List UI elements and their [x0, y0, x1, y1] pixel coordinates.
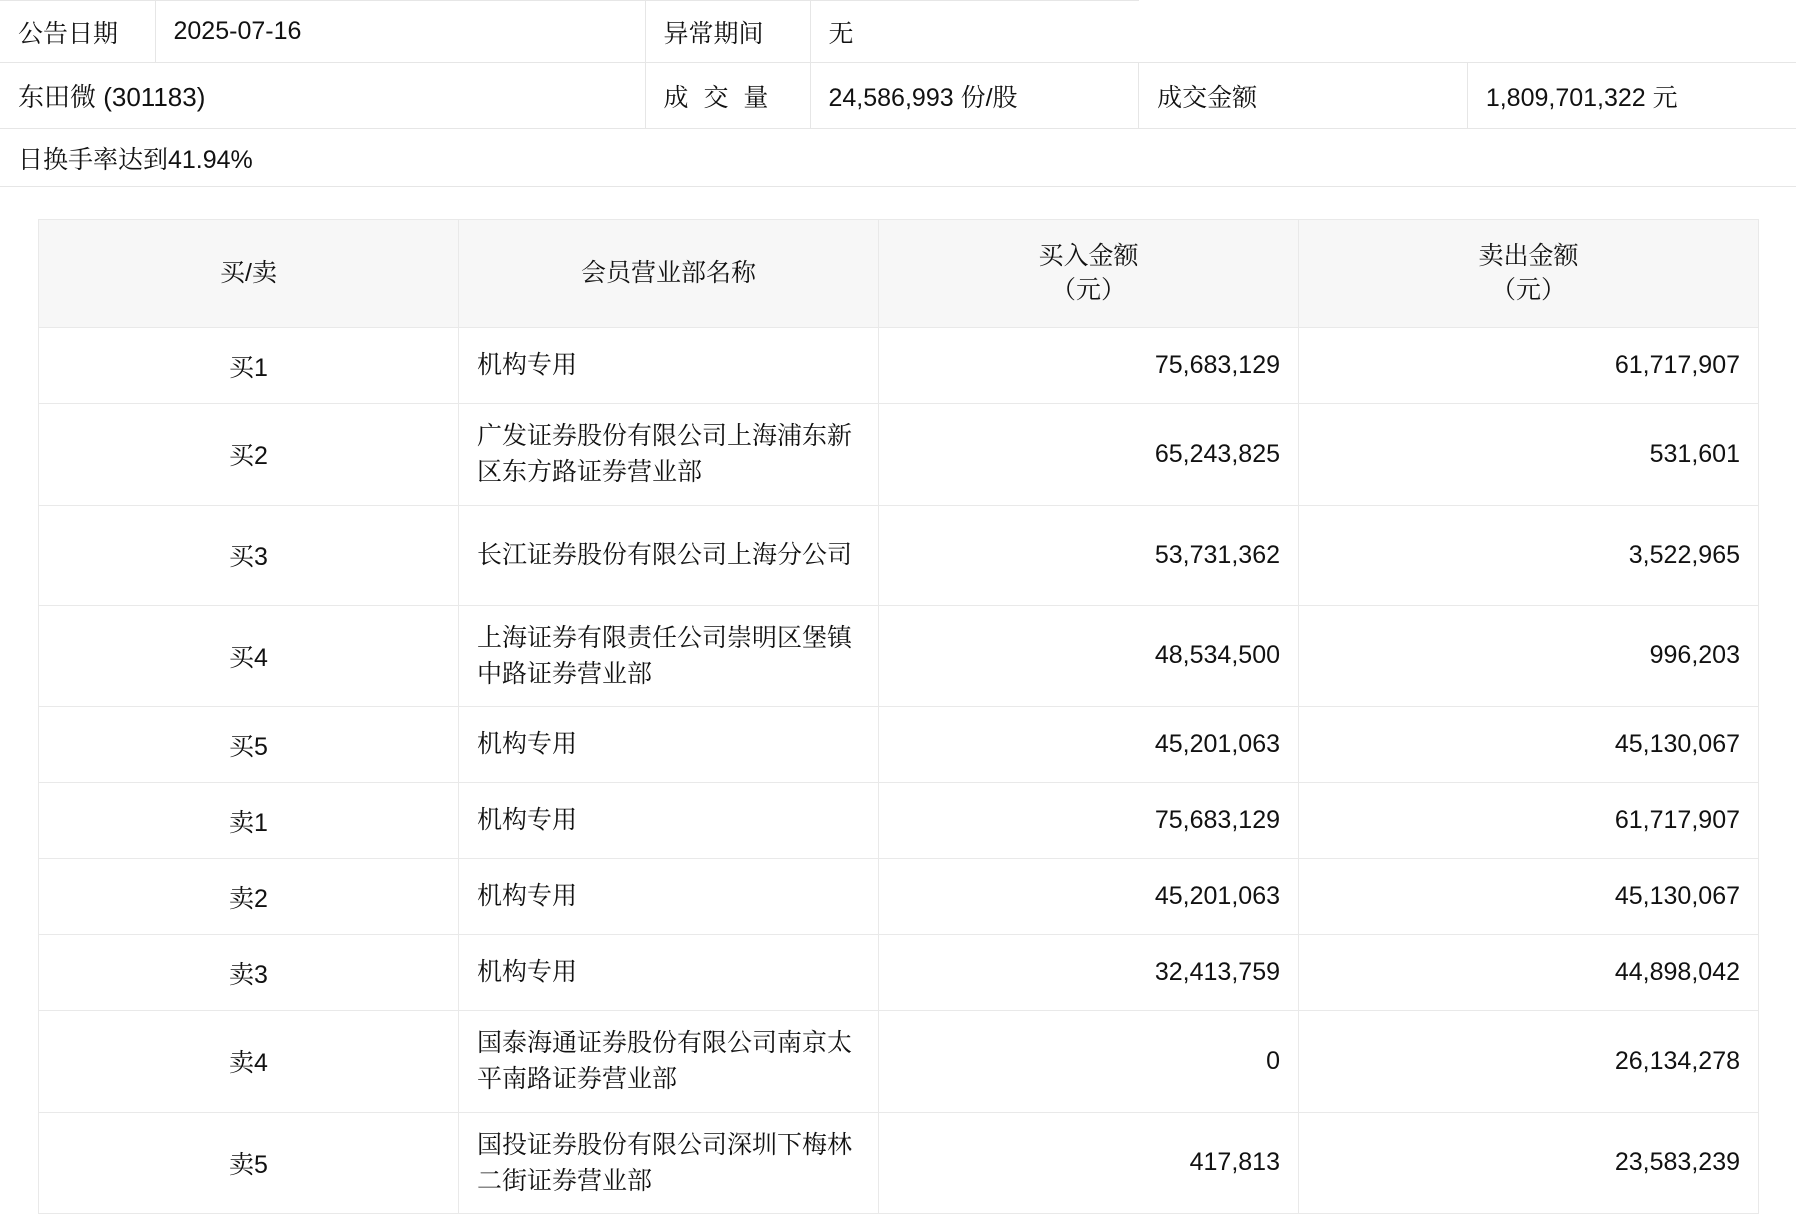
table-row	[39, 935, 1759, 1011]
cell-branch-name: 机构专用	[459, 935, 879, 1011]
cell-branch-name: 机构专用	[459, 328, 879, 404]
cell-side: 买5	[39, 707, 459, 783]
amount-value-cell	[1467, 63, 1796, 129]
cell-sell-amount: 45,130,067	[1299, 707, 1759, 783]
cell-buy-amount: 45,201,063	[879, 707, 1299, 783]
stock-name: 东田微 (301183)	[18, 82, 206, 112]
cell-sell-amount: 61,717,907	[1299, 328, 1759, 404]
cell-buy-amount: 45,201,063	[879, 859, 1299, 935]
cell-side: 卖1	[39, 783, 459, 859]
cell-buy-amount: 65,243,825	[879, 404, 1299, 506]
volume-label: 成 交 量	[663, 83, 773, 112]
abnormal-period-value: 无	[828, 19, 854, 48]
announce-date-label-cell	[0, 1, 155, 63]
cell-buy-amount: 417,813	[879, 1112, 1299, 1214]
table-row	[39, 859, 1759, 935]
cell-side: 买4	[39, 605, 459, 707]
table-row	[39, 1112, 1759, 1214]
cell-buy-amount: 75,683,129	[879, 328, 1299, 404]
reason-text: 日换手率达到41.94%	[18, 145, 253, 174]
cell-branch-name: 国投证券股份有限公司深圳下梅林二街证券营业部	[459, 1112, 879, 1214]
amount-value: 1,809,701,322 元	[1485, 83, 1678, 112]
header-sell-amount-line2: （元）	[1490, 275, 1566, 304]
header-sell-amount	[1299, 220, 1759, 328]
volume-value-cell	[810, 63, 1139, 129]
cell-buy-amount: 32,413,759	[879, 935, 1299, 1011]
cell-branch-name: 机构专用	[459, 783, 879, 859]
announce-date-value-cell	[155, 1, 645, 63]
cell-buy-amount: 48,534,500	[879, 605, 1299, 707]
cell-side: 卖3	[39, 935, 459, 1011]
announce-date-label: 公告日期	[18, 19, 119, 48]
header-buy-amount-line2: （元）	[1050, 275, 1126, 304]
header-buy-amount	[879, 220, 1299, 328]
table-row	[39, 505, 1759, 605]
cell-buy-amount: 53,731,362	[879, 505, 1299, 605]
announcement-info-table	[0, 0, 1796, 187]
info-row-announce-date	[0, 1, 1796, 63]
cell-sell-amount: 45,130,067	[1299, 859, 1759, 935]
cell-buy-amount: 0	[879, 1011, 1299, 1113]
cell-side: 买1	[39, 328, 459, 404]
cell-sell-amount: 26,134,278	[1299, 1011, 1759, 1113]
table-row	[39, 328, 1759, 404]
table-row	[39, 404, 1759, 506]
cell-branch-name: 长江证券股份有限公司上海分公司	[459, 505, 879, 605]
header-sell-amount-line1: 卖出金额	[1478, 241, 1579, 270]
volume-label-cell	[645, 63, 810, 129]
cell-side: 卖5	[39, 1112, 459, 1214]
header-branch: 会员营业部名称	[459, 220, 879, 328]
cell-branch-name: 机构专用	[459, 859, 879, 935]
cell-side: 买3	[39, 505, 459, 605]
announce-date-value: 2025-07-16	[173, 17, 302, 45]
abnormal-period-label: 异常期间	[663, 19, 764, 48]
cell-sell-amount: 23,583,239	[1299, 1112, 1759, 1214]
cell-branch-name: 广发证券股份有限公司上海浦东新区东方路证券营业部	[459, 404, 879, 506]
header-buy-amount-line1: 买入金额	[1038, 241, 1139, 270]
table-header	[39, 220, 1759, 328]
stock-name-cell	[0, 63, 645, 129]
cell-side: 买2	[39, 404, 459, 506]
info-row-reason	[0, 129, 1796, 187]
cell-branch-name: 上海证券有限责任公司崇明区堡镇中路证券营业部	[459, 605, 879, 707]
table-row	[39, 605, 1759, 707]
cell-sell-amount: 44,898,042	[1299, 935, 1759, 1011]
cell-sell-amount: 996,203	[1299, 605, 1759, 707]
abnormal-period-label-cell	[645, 1, 810, 63]
header-side: 买/卖	[39, 220, 459, 328]
cell-sell-amount: 3,522,965	[1299, 505, 1759, 605]
cell-side: 卖2	[39, 859, 459, 935]
cell-sell-amount: 531,601	[1299, 404, 1759, 506]
abnormal-period-value-cell	[810, 1, 1139, 63]
cell-buy-amount: 75,683,129	[879, 783, 1299, 859]
amount-label-cell	[1139, 63, 1468, 129]
table-row	[39, 707, 1759, 783]
amount-label: 成交金额	[1157, 83, 1258, 112]
cell-branch-name: 国泰海通证券股份有限公司南京太平南路证券营业部	[459, 1011, 879, 1113]
volume-value: 24,586,993 份/股	[828, 83, 1018, 112]
table-row	[39, 1011, 1759, 1113]
reason-cell	[0, 129, 1796, 187]
table-body	[39, 328, 1759, 1214]
info-row-stock	[0, 63, 1796, 129]
cell-branch-name: 机构专用	[459, 707, 879, 783]
top-traders-table	[38, 219, 1759, 1214]
table-header-row	[39, 220, 1759, 328]
cell-side: 卖4	[39, 1011, 459, 1113]
cell-sell-amount: 61,717,907	[1299, 783, 1759, 859]
table-row	[39, 783, 1759, 859]
top-traders-table-wrapper	[38, 219, 1758, 1214]
